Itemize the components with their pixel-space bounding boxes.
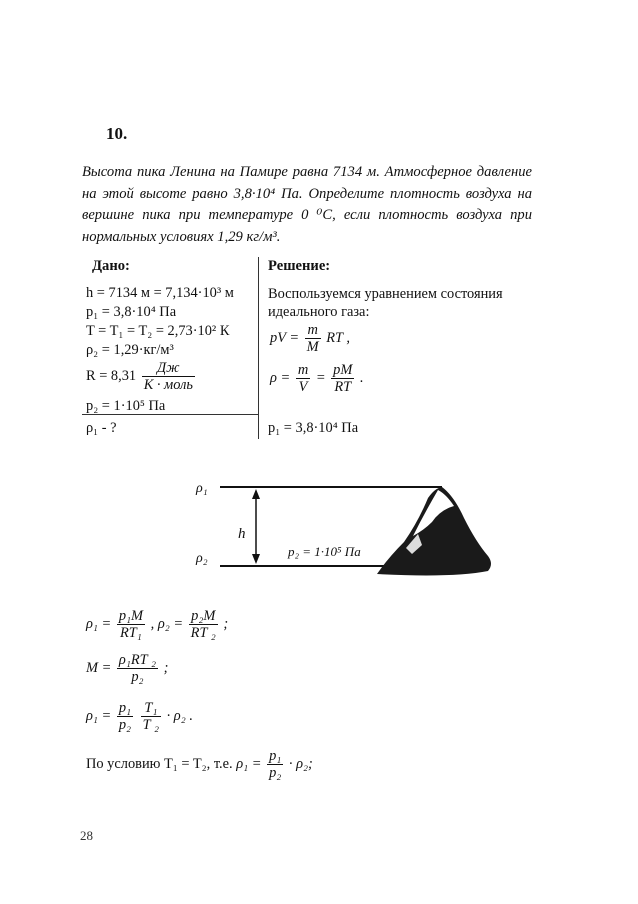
d4-den: p₂ (269, 765, 282, 781)
d4-a: ρ₁ = (236, 755, 262, 772)
eq2-end: . (359, 369, 364, 386)
eq2-mid: = (315, 369, 326, 386)
eq2-den2: RT (334, 379, 352, 395)
problem-statement-text: Высота пика Ленина на Памире равна 7134 м. Атмосферное давление на этой высоте равно 3,8·10⁴ Па. Определите плотность воздуха на вершине пика при температуре 0 ⁰С, если плотность воздуха при нормальных условиях 1,29 кг/м³. (82, 164, 532, 245)
density-equation (270, 362, 364, 395)
problem-number: 10. (106, 124, 128, 143)
d3-a: ρ₁ = (86, 707, 112, 724)
d3-frac-2 (141, 700, 161, 733)
eq2-den1: V (298, 379, 308, 395)
d2-frac (117, 652, 158, 685)
derivation-line-3 (86, 700, 193, 733)
eq1-left: pV = (270, 329, 300, 346)
given-temperature: T = T₁ = T₂ = 2,73·10² К (86, 323, 230, 339)
eq2-left: ρ = (270, 369, 291, 386)
d1-end: ; (223, 615, 229, 632)
find-rho1: ρ₁ - ? (86, 420, 117, 436)
gas-constant-units-num: Дж (142, 360, 195, 377)
gas-constant-units-den: К · моль (143, 377, 193, 393)
given-p1: p₁ = 3,8·10⁴ Па (86, 304, 177, 320)
eq2-num2: pM (333, 362, 353, 378)
page-number: 28 (80, 828, 93, 843)
d1-b-num: p₂M (189, 608, 218, 625)
gas-constant-prefix: R = 8,31 (86, 367, 137, 384)
d3-num2: T₁ (141, 700, 161, 717)
d3-den2: T ₂ (142, 717, 159, 733)
table-divider-vertical (258, 257, 259, 439)
derivation-line-2 (86, 652, 168, 685)
d4-frac (267, 748, 283, 781)
eq2-fraction-1 (296, 362, 310, 395)
d4-end: · ρ₂; (288, 755, 313, 772)
solution-header: Решение: (268, 258, 331, 274)
figure-label-p2: p₂ = 1·10⁵ Па (288, 544, 361, 559)
solution-intro-1: Воспользуемся уравнением состояния (268, 286, 503, 302)
solution-result-p1: p₁ = 3,8·10⁴ Па (268, 420, 359, 436)
eq1-num: m (305, 322, 321, 339)
d2-den: p₂ (131, 669, 144, 685)
mountain-figure (192, 450, 522, 590)
d3-den1: p₂ (118, 717, 132, 733)
d3-num1: p₁ (118, 700, 132, 716)
given-h: h = 7134 м = 7,134·10³ м (86, 285, 234, 301)
d3-end: · ρ₂ . (166, 707, 193, 724)
eq1-right: RT , (326, 329, 350, 346)
given-header: Дано: (92, 258, 130, 274)
d1-a-num: p₁M (118, 608, 144, 624)
figure-label-h: h (238, 526, 246, 542)
d2-num: ρ₁RT ₂ (118, 652, 156, 668)
eq1-fraction (305, 322, 321, 355)
problem-statement (82, 162, 532, 248)
d1-b: , ρ₂ = (150, 615, 184, 632)
eq2-num1: m (297, 362, 309, 378)
ideal-gas-equation (270, 322, 350, 355)
eq1-den: M (306, 339, 319, 355)
d1-frac-b (189, 608, 218, 641)
d4-text: По условию T₁ = T₂, т.е. (86, 755, 233, 772)
d4-num: p₁ (269, 748, 282, 764)
figure-label-rho2: ρ₂ (196, 551, 208, 566)
given-rho2: ρ₂ = 1,29·кг/м³ (86, 342, 174, 358)
figure-label-rho1: ρ₁ (196, 481, 208, 496)
d2-a: M = (86, 659, 112, 676)
derivation-line-1 (86, 608, 228, 641)
eq2-fraction-2 (331, 362, 354, 395)
given-p2: p₂ = 1·10⁵ Па (86, 398, 166, 414)
solution-intro-2: идеального газа: (268, 304, 370, 320)
d1-b-den: RT ₂ (190, 625, 216, 641)
d1-frac-a (117, 608, 145, 641)
d1-a-den: RT₁ (120, 625, 142, 641)
gas-constant-units (142, 360, 195, 393)
d1-a: ρ₁ = (86, 615, 112, 632)
derivation-line-4 (86, 748, 313, 781)
d2-end: ; (163, 659, 169, 676)
d3-frac-1 (117, 700, 133, 733)
given-gas-constant (86, 360, 197, 393)
